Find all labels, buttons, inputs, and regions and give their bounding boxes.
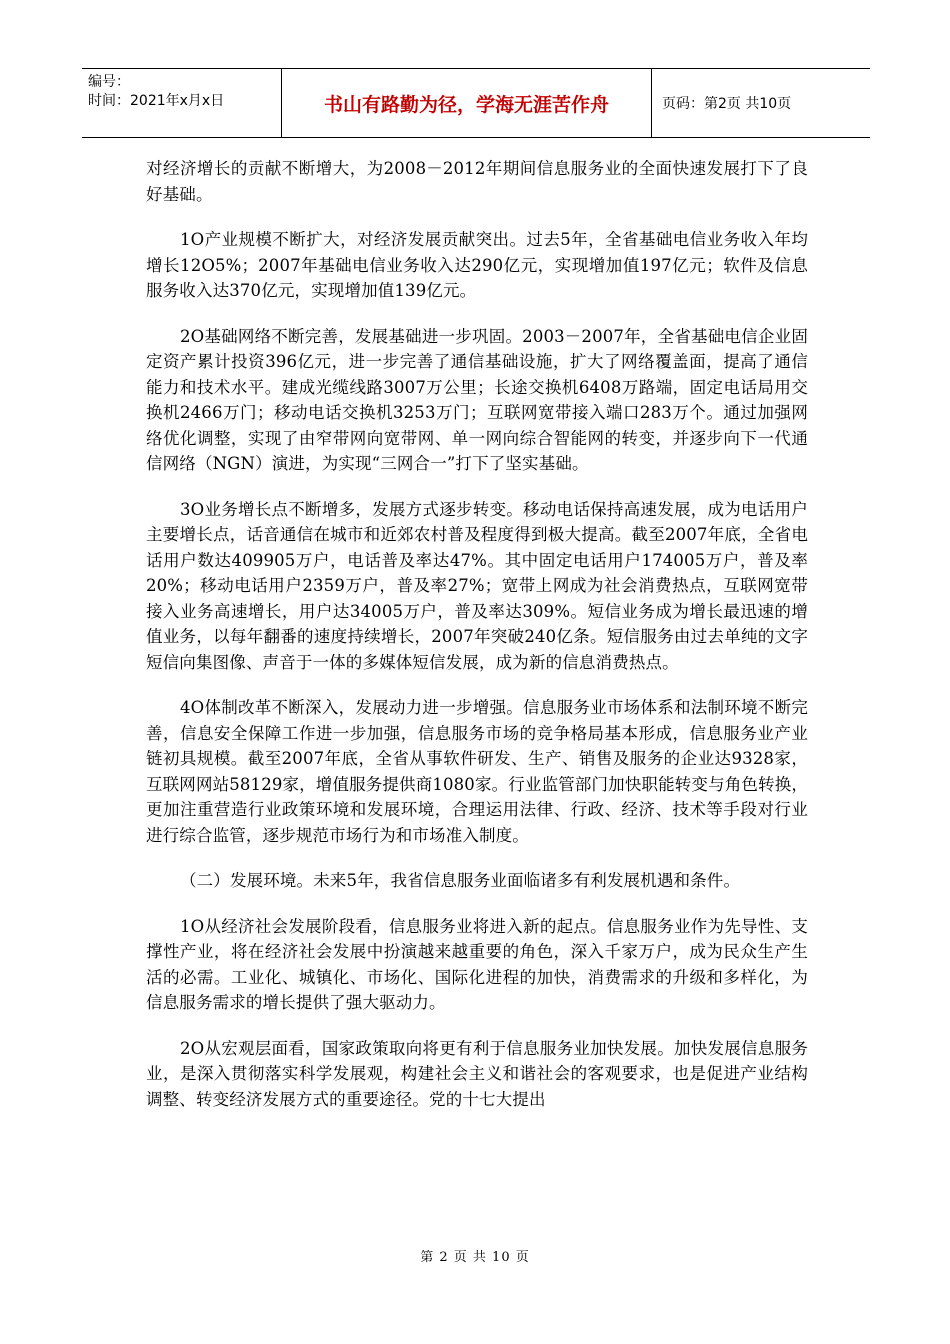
paragraph-business-growth: 3O业务增长点不断增多，发展方式逐步转变。移动电话保持高速发展，成为电话用户主要增长点，话音通信在城市和近郊农村普及程度得到极大提高。截至2007年底，全省电话用户数达409905万户，电话普及率达47%。其中固定电话用户174005万户，普及率20%；移动电话用户2359万户，普及率27%；宽带上网成为社会消费热点，互联网宽带接入业务高速增长，用户达34005万户，普及率达309%。短信业务成为增长最迅速的增值业务，以每年翻番的速度持续增长，2007年突破240亿条。短信服务由过去单纯的文字短信向集图像、声音于一体的多媒体短信发展，成为新的信息消费热点。 xyxy=(146,499,808,672)
header-motto: 书山有路勤为径，学海无涯苦作舟 xyxy=(282,69,652,137)
page-footer: 第 2 页 共 10 页 xyxy=(420,1250,530,1265)
document-body xyxy=(146,156,808,1132)
header-meta xyxy=(82,69,282,137)
paragraph-continuation: 对经济增长的贡献不断增大，为2008－2012年期间信息服务业的全面快速发展打下了良好基础。 xyxy=(146,159,808,204)
header-table xyxy=(82,68,870,138)
number-label: 编号： xyxy=(88,74,130,90)
paragraph-environment-heading: （二）发展环境。未来5年，我省信息服务业面临诸多有利发展机遇和条件。 xyxy=(180,871,741,890)
paragraph-infrastructure: 2O基础网络不断完善，发展基础进一步巩固。2003－2007年，全省基础电信企业固定资产累计投资396亿元，进一步完善了通信基础设施，扩大了网络覆盖面，提高了通信能力和技术水平。建成光缆线路3007万公里；长途交换机6408万路端，固定电话局用交换机2466万门；移动电话交换机3253万门；互联网宽带接入端口283万个。通过加强网络优化调整，实现了由窄带网向宽带网、单一网向综合智能网的转变，并逐步向下一代通信网络（NGN）演进，为实现“三网合一”打下了坚实基础。 xyxy=(146,326,808,473)
paragraph-reform: 4O体制改革不断深入，发展动力进一步增强。信息服务业市场体系和法制环境不断完善，信息安全保障工作进一步加强，信息服务市场的竞争格局基本形成，信息服务业产业链初具规模。截至2007年底，全省从事软件研发、生产、销售及服务的企业达9328家，互联网网站58129家，增值服务提供商1080家。行业监管部门加快职能转变与角色转换，更加注重营造行业政策环境和发展环境，合理运用法律、行政、经济、技术等手段对行业进行综合监管，逐步规范市场行为和市场准入制度。 xyxy=(146,698,808,845)
paragraph-industry-scale: 1O产业规模不断扩大，对经济发展贡献突出。过去5年，全省基础电信业务收入年均增长12O5%；2007年基础电信业务收入达290亿元，实现增加值197亿元；软件及信息服务收入达370亿元，实现增加值139亿元。 xyxy=(146,230,808,300)
paragraph-development-stage: 1O从经济社会发展阶段看，信息服务业将进入新的起点。信息服务业作为先导性、支撑性产业，将在经济社会发展中扮演越来越重要的角色，深入千家万户，成为民众生产生活的必需。工业化、城镇化、市场化、国际化进程的加快，消费需求的升级和多样化，为信息服务需求的增长提供了强大驱动力。 xyxy=(146,916,808,1012)
header-page-info: 页码：第2页 共10页 xyxy=(662,96,792,112)
paragraph-macro-policy: 2O从宏观层面看，国家政策取向将更有利于信息服务业加快发展。加快发展信息服务业，是深入贯彻落实科学发展观，构建社会主义和谐社会的客观要求，也是促进产业结构调整、转变经济发展方式的重要途径。党的十七大提出 xyxy=(146,1038,808,1109)
time-label: 时间：2021年x月x日 xyxy=(88,93,225,109)
